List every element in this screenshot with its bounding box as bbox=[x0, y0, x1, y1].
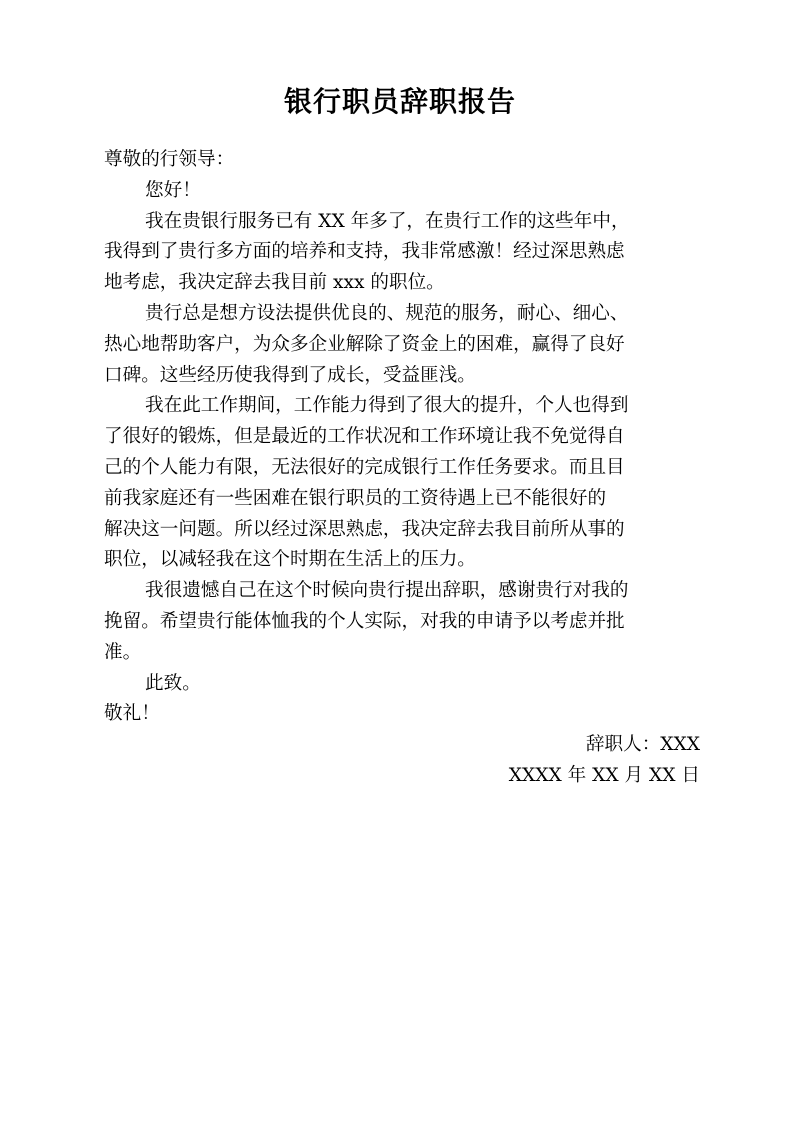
paragraph-line: 解决这一问题。所以经过深思熟虑，我决定辞去我目前所从事的 bbox=[104, 518, 625, 540]
paragraph-line: 准。 bbox=[104, 641, 142, 663]
paragraph-line: 了很好的锻炼，但是最近的工作状况和工作环境让我不免觉得自 bbox=[104, 426, 625, 448]
paragraph-line: 挽留。希望贵行能体恤我的个人实际，对我的申请予以考虑并批 bbox=[104, 610, 625, 632]
document-title: 银行职员辞职报告 bbox=[283, 85, 516, 118]
document-body bbox=[104, 145, 700, 792]
greeting: 您好！ bbox=[145, 179, 201, 201]
paragraph-2 bbox=[104, 299, 700, 391]
signature: 辞职人：XXX bbox=[585, 734, 700, 756]
paragraph-1 bbox=[104, 207, 700, 299]
paragraph-line: 我在贵银行服务已有 XX 年多了，在贵行工作的这些年中， bbox=[145, 210, 630, 232]
paragraph-line: 贵行总是想方设法提供优良的、规范的服务，耐心、细心、 bbox=[145, 302, 629, 324]
paragraph-line: 我得到了贵行多方面的培养和支持，我非常感激！经过深思熟虑 bbox=[104, 241, 625, 263]
salutation: 尊敬的行领导： bbox=[104, 149, 235, 170]
paragraph-line: 前我家庭还有一些困难在银行职员的工资待遇上已不能很好的 bbox=[104, 487, 607, 509]
paragraph-line: 我在此工作期间，工作能力得到了很大的提升，个人也得到 bbox=[145, 395, 629, 417]
paragraph-line: 我很遗憾自己在这个时候向贵行提出辞职，感谢贵行对我的 bbox=[145, 580, 629, 602]
closing: 此致。 bbox=[145, 672, 201, 694]
paragraph-line: 热心地帮助客户，为众多企业解除了资金上的困难，赢得了良好 bbox=[104, 333, 625, 355]
date: XXXX 年 XX 月 XX 日 bbox=[508, 764, 700, 786]
paragraph-line: 职位，以减轻我在这个时期在生活上的压力。 bbox=[104, 549, 476, 571]
paragraph-4 bbox=[104, 576, 700, 668]
paragraph-3 bbox=[104, 391, 700, 576]
paragraph-line: 口碑。这些经历使我得到了成长，受益匪浅。 bbox=[104, 364, 476, 386]
regards: 敬礼！ bbox=[104, 703, 160, 725]
paragraph-line: 己的个人能力有限，无法很好的完成银行工作任务要求。而且目 bbox=[104, 456, 625, 478]
paragraph-line: 地考虑，我决定辞去我目前 xxx 的职位。 bbox=[104, 272, 445, 294]
